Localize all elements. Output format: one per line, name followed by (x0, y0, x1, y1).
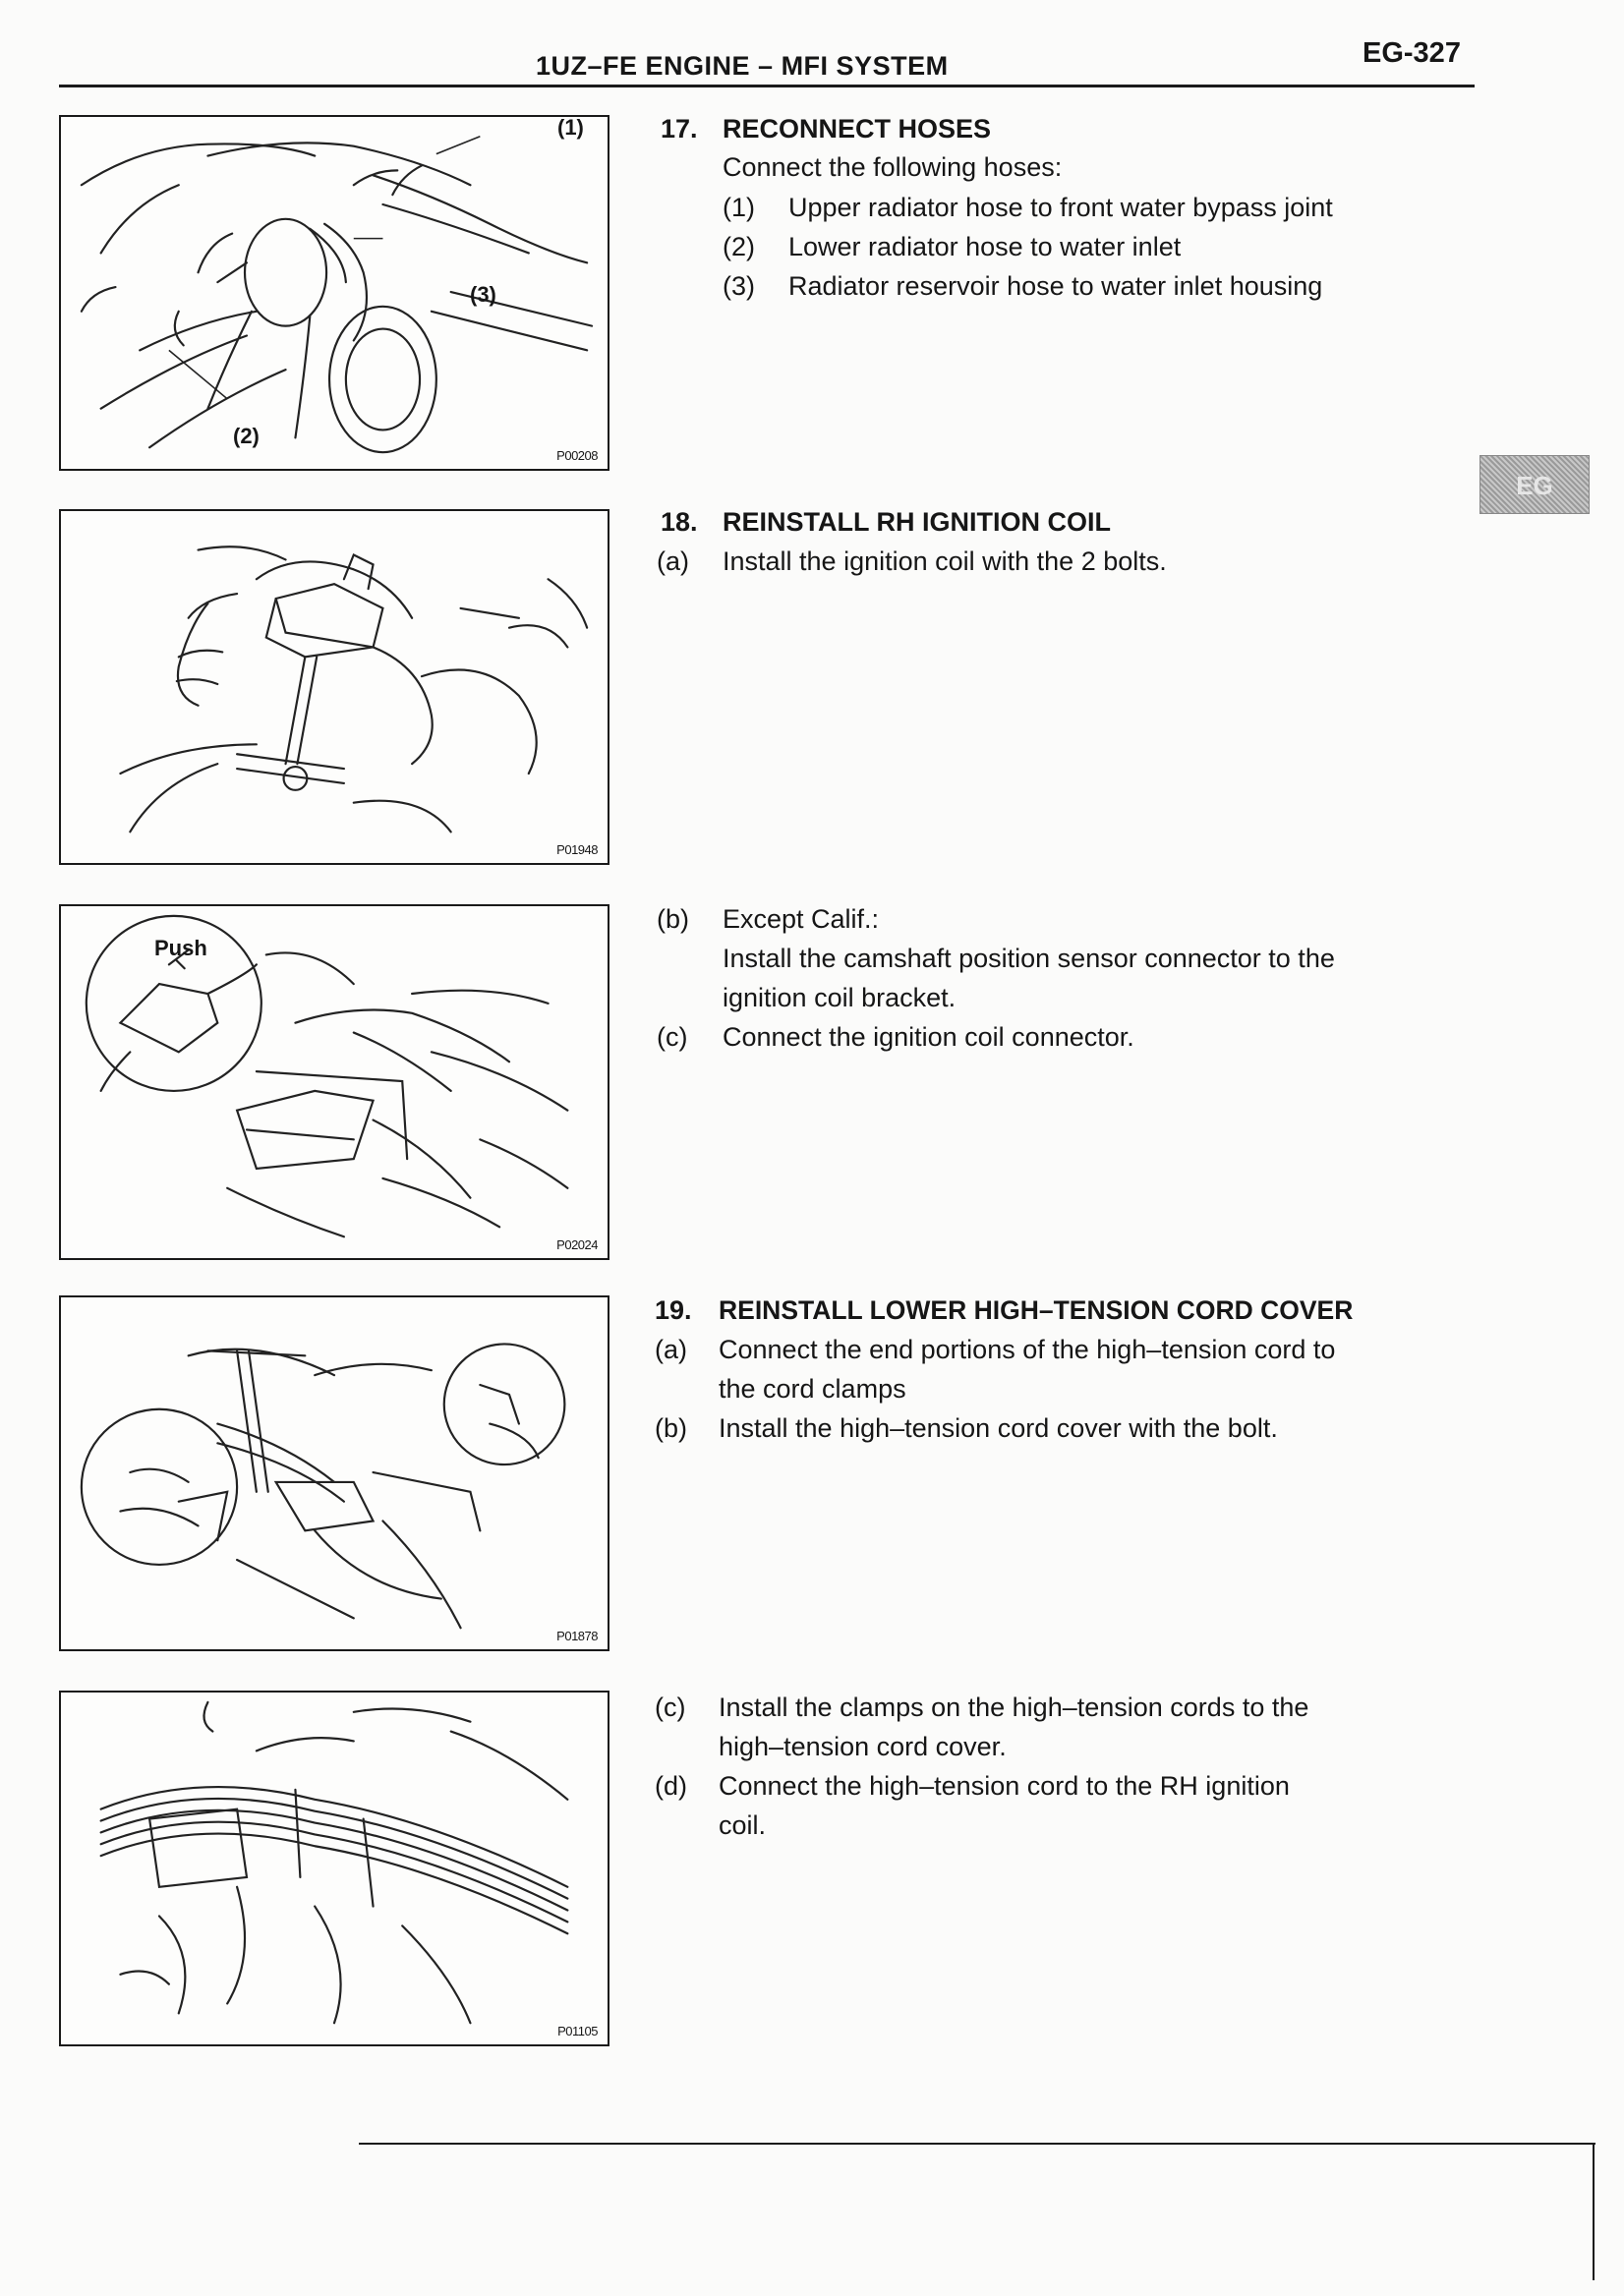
section-18-title: REINSTALL RH IGNITION COIL (723, 507, 1111, 537)
step-text: Connect the high–tension cord to the RH ignition (719, 1771, 1290, 1801)
item-label: (1) (723, 193, 755, 222)
step-label: (c) (655, 1693, 686, 1722)
step-text: Install the camshaft position sensor connector to the (723, 944, 1335, 973)
page-header-title: 1UZ–FE ENGINE – MFI SYSTEM (536, 51, 949, 81)
step-label: (b) (655, 1413, 687, 1443)
step-text: Install the ignition coil with the 2 bolts. (723, 546, 1167, 576)
step-text: high–tension cord cover. (719, 1732, 1007, 1761)
step-text: coil. (719, 1810, 767, 1840)
figure-code: P02024 (556, 1237, 598, 1252)
figure-code: P01105 (557, 2024, 598, 2038)
step-text: Install the high–tension cord cover with the bolt. (719, 1413, 1278, 1443)
item-text: Upper radiator hose to front water bypass joint (788, 193, 1333, 222)
step-label: (c) (657, 1022, 688, 1052)
section-tab (1479, 455, 1590, 514)
figure-cord-clamps (59, 1691, 609, 2046)
step-text: Except Calif.: (723, 904, 880, 934)
figure-code: P01948 (556, 842, 598, 857)
item-text: Radiator reservoir hose to water inlet housing (788, 271, 1323, 301)
step-text: the cord clamps (719, 1374, 906, 1404)
item-text: Lower radiator hose to water inlet (788, 232, 1182, 261)
step-text: ignition coil bracket. (723, 983, 957, 1012)
callout-1: (1) (557, 115, 584, 140)
figure-connector-push (59, 904, 609, 1260)
connector-push-illustration (61, 906, 608, 1258)
cord-cover-illustration (61, 1297, 608, 1649)
section-19-number: 19. (655, 1295, 692, 1325)
step-text: Install the clamps on the high–tension cords to the (719, 1693, 1309, 1722)
cord-clamps-illustration (61, 1693, 608, 2044)
section-17-number: 17. (661, 114, 698, 144)
header-rule (59, 85, 1475, 87)
figure-reconnect-hoses (59, 115, 609, 471)
callout-2: (2) (233, 424, 260, 448)
section-19-title: REINSTALL LOWER HIGH–TENSION CORD COVER (719, 1295, 1354, 1325)
figure-code: P00208 (556, 448, 598, 463)
figure-code: P01878 (556, 1629, 598, 1643)
section-17-intro: Connect the following hoses: (723, 152, 1063, 182)
figure-cord-cover (59, 1295, 609, 1651)
engine-hoses-illustration (61, 117, 608, 469)
item-label: (2) (723, 232, 755, 261)
step-text: Connect the end portions of the high–tension cord to (719, 1335, 1336, 1364)
step-text: Connect the ignition coil connector. (723, 1022, 1134, 1052)
section-17-title: RECONNECT HOSES (723, 114, 992, 144)
item-label: (3) (723, 271, 755, 301)
step-label: (a) (657, 546, 689, 576)
page-number: EG-327 (1363, 37, 1461, 69)
section-tab-label: EG (1516, 471, 1553, 500)
footer-rule (359, 2143, 1595, 2145)
callout-3: (3) (470, 282, 496, 307)
step-label: (d) (655, 1771, 687, 1801)
figure-ignition-coil (59, 509, 609, 865)
push-label: Push (154, 936, 207, 960)
step-label: (b) (657, 904, 689, 934)
footer-vertical-rule (1593, 2143, 1595, 2280)
ignition-coil-illustration (61, 511, 608, 863)
step-label: (a) (655, 1335, 687, 1364)
section-18-number: 18. (661, 507, 698, 537)
